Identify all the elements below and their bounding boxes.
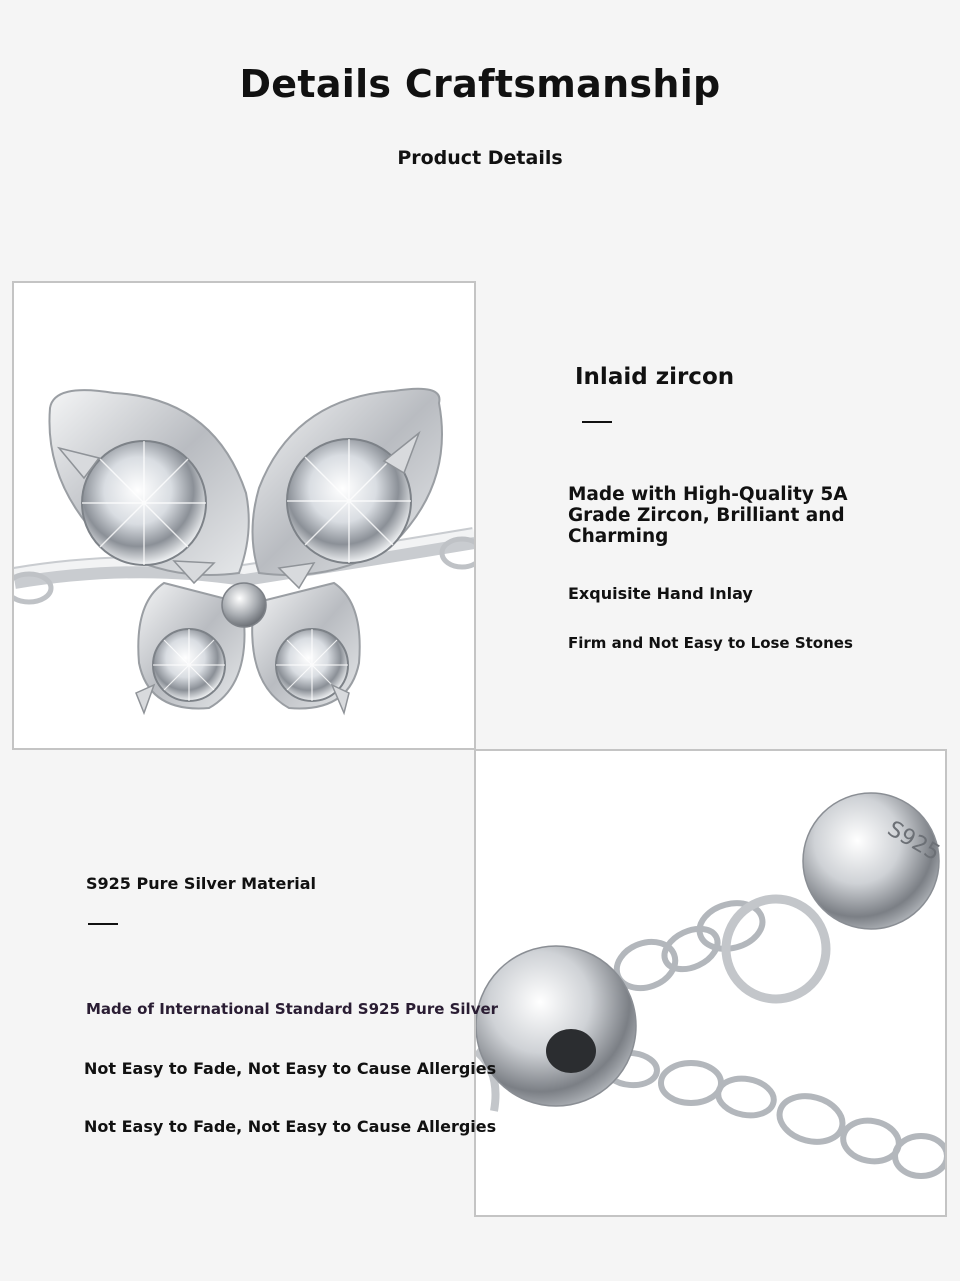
page-title: Details Craftsmanship [239, 62, 721, 106]
silver-divider [88, 923, 118, 925]
zircon-heading: Inlaid zircon [575, 364, 735, 390]
silver-chain-photo [474, 749, 947, 1217]
page-subtitle: Product Details [397, 147, 563, 169]
silver-line-2: Not Easy to Fade, Not Easy to Cause Allergies [84, 1059, 497, 1078]
zircon-line-3: Firm and Not Easy to Lose Stones [568, 634, 853, 652]
silver-heading: S925 Pure Silver Material [86, 874, 317, 893]
butterfly-ring-photo [12, 281, 476, 750]
zircon-divider [582, 421, 612, 423]
zircon-line-2: Exquisite Hand Inlay [568, 584, 753, 603]
s925-stamp: S925 [883, 816, 944, 867]
zircon-line-1: Made with High-Quality 5A Grade Zircon, Brilliant and Charming [568, 484, 848, 547]
silver-line-1: Made of International Standard S925 Pure Silver [86, 1000, 499, 1018]
silver-line-3: Not Easy to Fade, Not Easy to Cause Allergies [84, 1117, 497, 1136]
